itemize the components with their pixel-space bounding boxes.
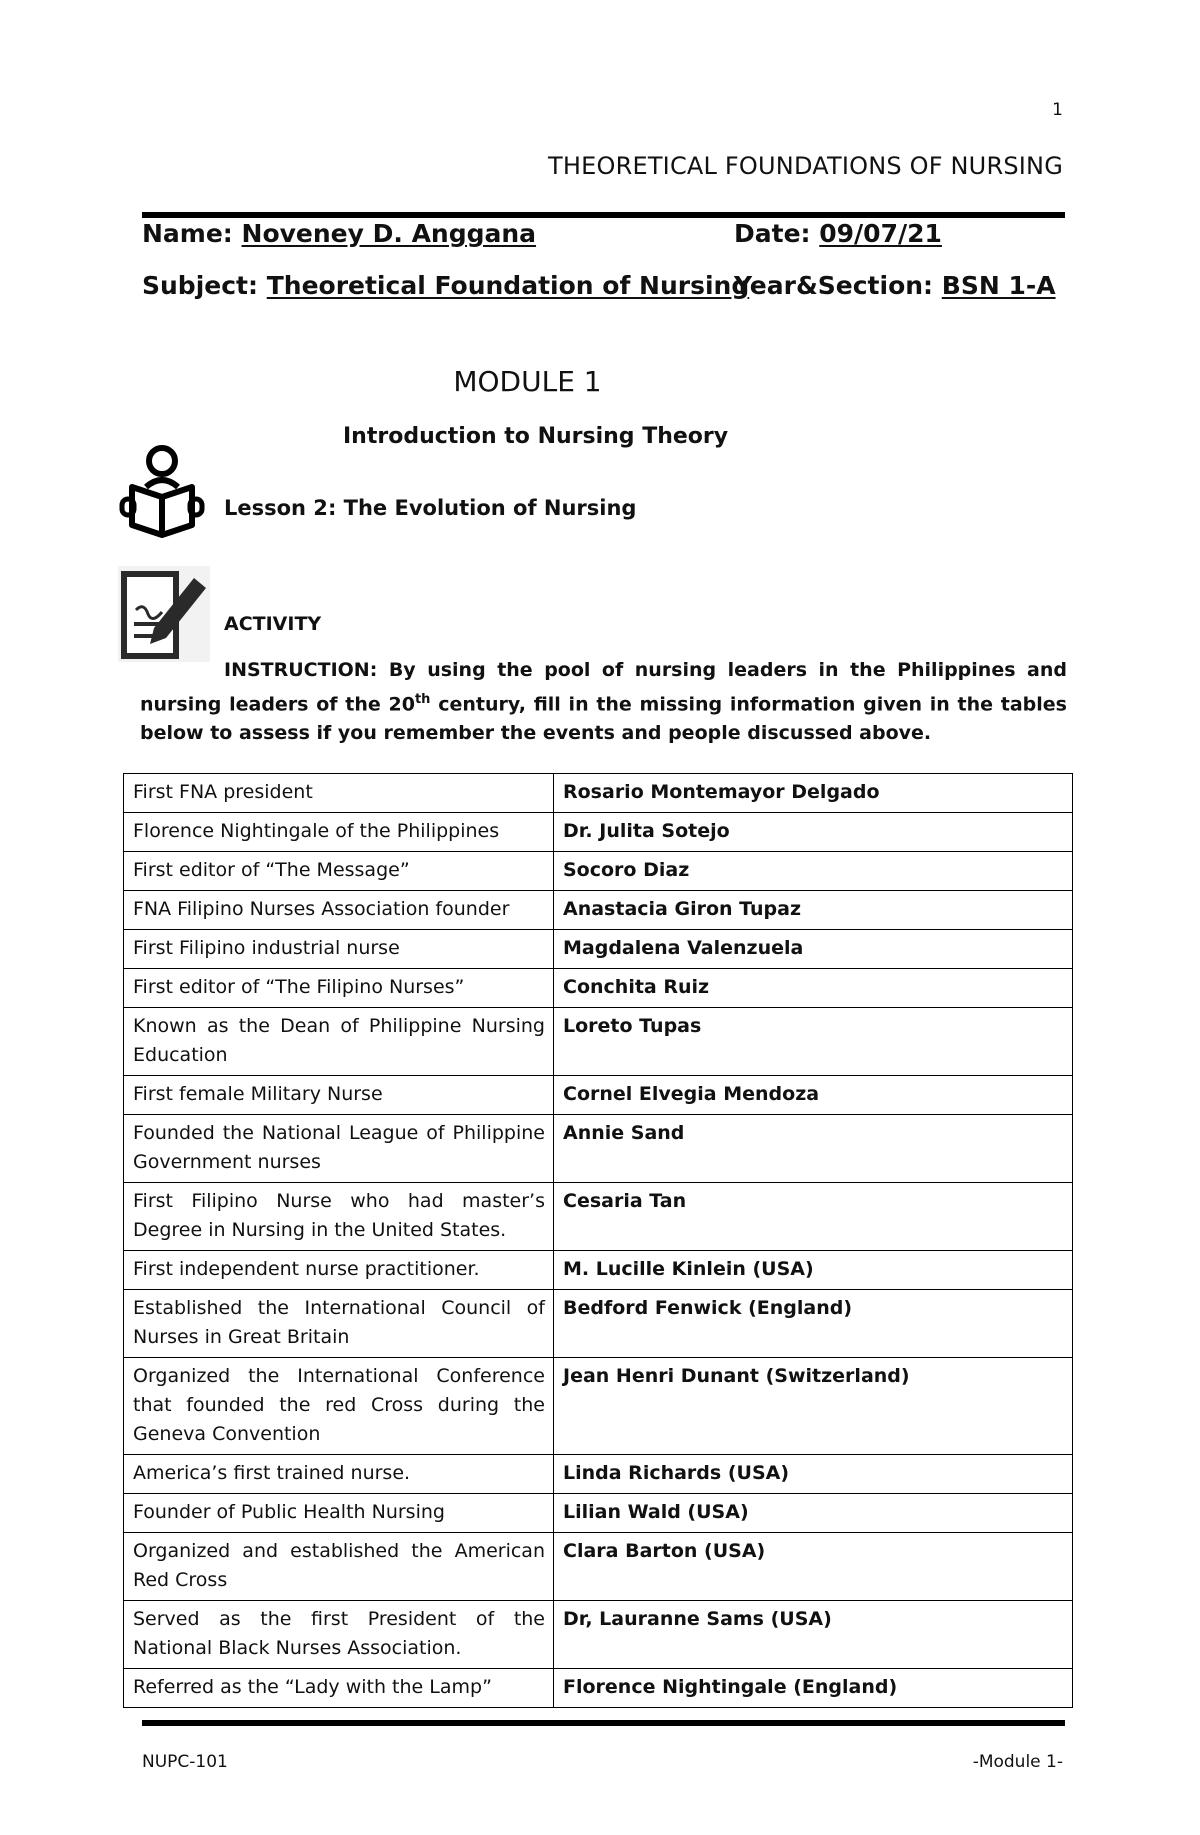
instruction-superscript: th [414, 692, 431, 707]
answer-cell: Cesaria Tan [554, 1183, 1073, 1251]
table-row [124, 1290, 1073, 1358]
table-row [124, 1115, 1073, 1183]
table-row [124, 852, 1073, 891]
question-cell: First Filipino industrial nurse [124, 930, 554, 969]
question-cell: Served as the first President of the National Black Nurses Association. [124, 1601, 554, 1669]
table-row [124, 969, 1073, 1008]
answer-cell: Rosario Montemayor Delgado [554, 774, 1073, 813]
answer-cell: Jean Henri Dunant (Switzerland) [554, 1358, 1073, 1455]
question-cell: First female Military Nurse [124, 1076, 554, 1115]
document-with-pencil-icon [118, 566, 210, 662]
question-cell: Established the International Council of Nurses in Great Britain [124, 1290, 554, 1358]
date-label: Date: [734, 219, 811, 248]
footer-course-code: NUPC-101 [142, 1752, 228, 1772]
answer-cell: Bedford Fenwick (England) [554, 1290, 1073, 1358]
table-row [124, 1601, 1073, 1669]
year-section-value: BSN 1-A [941, 271, 1056, 300]
instruction-paragraph [140, 656, 1067, 748]
year-section-field [734, 271, 1056, 300]
question-cell: First editor of “The Message” [124, 852, 554, 891]
table-row [124, 1251, 1073, 1290]
page-number: 1 [1052, 100, 1063, 120]
lesson-label: Lesson 2 [224, 496, 328, 520]
question-cell: America’s first trained nurse. [124, 1455, 554, 1494]
answer-cell: Cornel Elvegia Mendoza [554, 1076, 1073, 1115]
question-cell: First FNA president [124, 774, 554, 813]
table-row [124, 1358, 1073, 1455]
instruction-text-1: By using the pool of nursing leaders in the Philippines and nursing leaders of the 20 [140, 659, 1067, 716]
module-subtitle: Introduction to Nursing Theory [343, 424, 729, 449]
question-cell: Known as the Dean of Philippine Nursing Education [124, 1008, 554, 1076]
year-section-label: Year&Section: [734, 271, 934, 300]
answer-cell: Loreto Tupas [554, 1008, 1073, 1076]
answer-cell: Dr, Lauranne Sams (USA) [554, 1601, 1073, 1669]
table-row [124, 774, 1073, 813]
date-value: 09/07/21 [819, 219, 942, 248]
name-value: Noveney D. Anggana [241, 219, 537, 248]
answer-cell: Conchita Ruiz [554, 969, 1073, 1008]
answer-cell: Linda Richards (USA) [554, 1455, 1073, 1494]
question-cell: FNA Filipino Nurses Association founder [124, 891, 554, 930]
instruction-label: INSTRUCTION: [224, 659, 378, 681]
table-row [124, 1183, 1073, 1251]
answer-cell: Dr. Julita Sotejo [554, 813, 1073, 852]
question-cell: First Filipino Nurse who had master’s Degree in Nursing in the United States. [124, 1183, 554, 1251]
header-divider [142, 212, 1065, 218]
date-field [734, 219, 942, 248]
question-cell: Founder of Public Health Nursing [124, 1494, 554, 1533]
answer-cell: Socoro Diaz [554, 852, 1073, 891]
document-title: THEORETICAL FOUNDATIONS OF NURSING [548, 152, 1063, 180]
question-cell: Organized and established the American Red Cross [124, 1533, 554, 1601]
question-cell: Organized the International Conference that founded the red Cross during the Geneva Convention [124, 1358, 554, 1455]
answer-cell: Florence Nightingale (England) [554, 1669, 1073, 1708]
table-row [124, 813, 1073, 852]
nursing-leaders-table [123, 773, 1073, 1708]
answer-cell: Annie Sand [554, 1115, 1073, 1183]
question-cell: Founded the National League of Philippine Government nurses [124, 1115, 554, 1183]
answer-cell: Magdalena Valenzuela [554, 930, 1073, 969]
module-title: MODULE 1 [453, 365, 602, 398]
table-row [124, 930, 1073, 969]
table-row [124, 1494, 1073, 1533]
question-cell: First independent nurse practitioner. [124, 1251, 554, 1290]
table-row [124, 1008, 1073, 1076]
lesson-line: Lesson 2: The Evolution of Nursing [224, 496, 637, 520]
answer-cell: Anastacia Giron Tupaz [554, 891, 1073, 930]
table-row [124, 1076, 1073, 1115]
footer-divider [142, 1720, 1065, 1726]
answer-cell: Clara Barton (USA) [554, 1533, 1073, 1601]
question-cell: First editor of “The Filipino Nurses” [124, 969, 554, 1008]
footer-module-label: -Module 1- [972, 1752, 1063, 1772]
question-cell: Florence Nightingale of the Philippines [124, 813, 554, 852]
table-row [124, 891, 1073, 930]
instruction-text-2: century, fill in the missing information given in the tables below to assess if you remember the events and people discussed above. [140, 693, 1067, 745]
subject-field [142, 271, 749, 300]
reader-with-book-icon [118, 443, 210, 543]
lesson-title: The Evolution of Nursing [343, 496, 637, 520]
table-row [124, 1669, 1073, 1708]
answer-cell: M. Lucille Kinlein (USA) [554, 1251, 1073, 1290]
table-row [124, 1455, 1073, 1494]
table-row [124, 1533, 1073, 1601]
subject-value: Theoretical Foundation of Nursing [266, 271, 750, 300]
name-field [142, 219, 536, 248]
name-label: Name: [142, 219, 233, 248]
subject-label: Subject: [142, 271, 258, 300]
activity-heading: ACTIVITY [224, 613, 322, 635]
answer-cell: Lilian Wald (USA) [554, 1494, 1073, 1533]
question-cell: Referred as the “Lady with the Lamp” [124, 1669, 554, 1708]
